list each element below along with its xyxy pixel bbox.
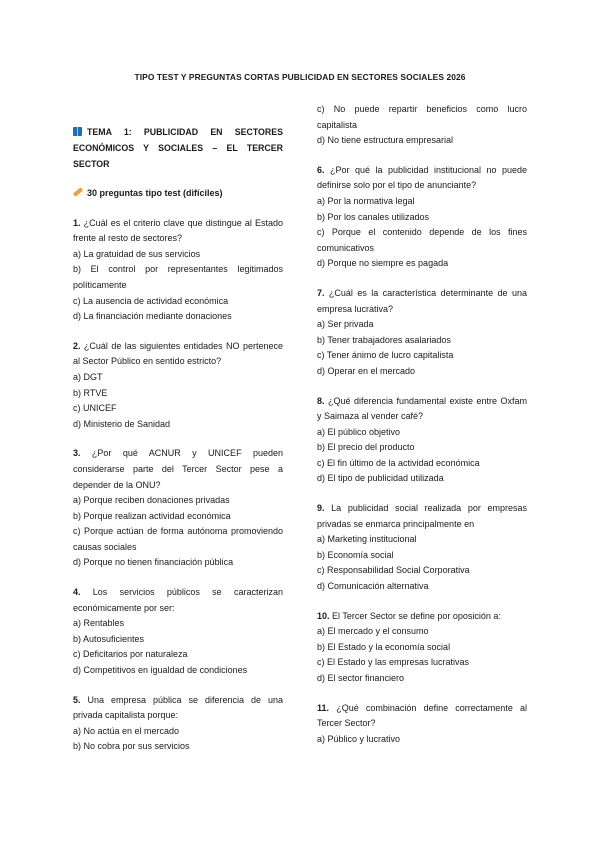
subheading-text: 30 preguntas tipo test (difíciles) bbox=[87, 188, 223, 198]
answer-option: d) El tipo de publicidad utilizada bbox=[317, 473, 444, 484]
answer-option: c) La ausencia de actividad económica bbox=[73, 295, 229, 306]
answer-option: c) Tener ánimo de lucro capitalista bbox=[317, 350, 454, 361]
question-number: 10. bbox=[317, 610, 333, 621]
question-number: 8. bbox=[317, 395, 328, 406]
question-stem bbox=[73, 216, 283, 247]
answer-option: c) No puede repartir beneficios como lucro capitalista bbox=[317, 104, 527, 130]
question bbox=[73, 216, 283, 325]
answer-option: a) Rentables bbox=[73, 618, 125, 629]
answer-option: d) Ministerio de Sanidad bbox=[73, 418, 171, 429]
question bbox=[317, 609, 527, 687]
question-text: Los servicios públicos se caracterizan económicamente por ser: bbox=[73, 587, 283, 613]
question-stem bbox=[317, 394, 527, 425]
answer-option: d) El sector financiero bbox=[317, 673, 405, 683]
answer-option: a) Porque reciben donaciones privadas bbox=[73, 495, 230, 506]
question-text: El Tercer Sector se define por oposición a: bbox=[332, 610, 501, 621]
question-text: ¿Por qué ACNUR y UNICEF pueden considerarse parte del Tercer Sector pese a depender de la ONU? bbox=[73, 448, 283, 490]
answer-option: a) Marketing institucional bbox=[317, 534, 417, 545]
question-stem bbox=[317, 501, 527, 532]
answer-option: d) La financiación mediante donaciones bbox=[73, 311, 232, 322]
question-text: ¿Cuál de las siguientes entidades NO pertenece al Sector Público en sentido estricto? bbox=[73, 340, 283, 367]
answer-option: a) DGT bbox=[73, 371, 103, 382]
question bbox=[317, 394, 527, 488]
question-text: ¿Cuál es la característica determinante de una empresa lucrativa? bbox=[317, 287, 527, 314]
question-stem bbox=[317, 609, 527, 625]
question-stem bbox=[73, 693, 283, 724]
answer-option: b) No cobra por sus servicios bbox=[73, 741, 190, 752]
answer-option: d) No tiene estructura empresarial bbox=[317, 135, 454, 146]
answer-option: b) Autosuficientes bbox=[73, 633, 145, 644]
question-stem bbox=[317, 701, 527, 732]
answer-option: a) El público objetivo bbox=[317, 426, 401, 437]
question-stem bbox=[317, 286, 527, 317]
section-title: TEMA 1: PUBLICIDAD EN SECTORES ECONÓMICOS Y SOCIALES – EL TERCER SECTOR bbox=[73, 127, 283, 169]
answer-option: b) El Estado y la economía social bbox=[317, 641, 451, 652]
answer-option: a) No actúa en el mercado bbox=[73, 725, 180, 736]
left-column bbox=[73, 102, 283, 755]
question bbox=[317, 501, 527, 595]
answer-option: b) RTVE bbox=[73, 387, 108, 398]
answer-option: c) El fin último de la actividad económica bbox=[317, 457, 480, 468]
answer-option: b) Porque realizan actividad económica bbox=[73, 510, 231, 521]
answer-option: c) UNICEF bbox=[73, 403, 117, 414]
document-title: TIPO TEST Y PREGUNTAS CORTAS PUBLICIDAD EN SECTORES SOCIALES 2026 bbox=[134, 72, 466, 82]
answer-option: b) El precio del producto bbox=[317, 442, 415, 453]
answer-option: c) Porque el contenido depende de los fines comunicativos bbox=[317, 227, 527, 253]
pencil-icon bbox=[73, 187, 83, 196]
right-column bbox=[317, 102, 527, 747]
question-text: ¿Qué diferencia fundamental existe entre Oxfam y Saimaza al vender café? bbox=[317, 395, 527, 422]
right-question-list bbox=[317, 163, 527, 748]
answer-option: a) La gratuidad de sus servicios bbox=[73, 248, 201, 259]
question-number: 5. bbox=[73, 694, 88, 705]
question-stem bbox=[73, 446, 283, 493]
answer-option: d) Operar en el mercado bbox=[317, 365, 416, 376]
question-number: 6. bbox=[317, 164, 330, 175]
answer-option: d) Comunicación alternativa bbox=[317, 581, 429, 592]
question bbox=[317, 286, 527, 380]
answer-option: a) Ser privada bbox=[317, 319, 374, 330]
question bbox=[73, 446, 283, 571]
question-number: 1. bbox=[73, 217, 84, 228]
carryover-options bbox=[317, 102, 527, 149]
answer-option: b) Por los canales utilizados bbox=[317, 211, 430, 222]
question-number: 11. bbox=[317, 702, 337, 713]
answer-option: d) Competitivos en igualdad de condiciones bbox=[73, 665, 248, 676]
answer-option: b) Economía social bbox=[317, 549, 394, 560]
question-text: ¿Por qué la publicidad institucional no puede definirse solo por el tipo de anunciante? bbox=[317, 164, 528, 191]
question-text: Una empresa pública se diferencia de una privada capitalista porque: bbox=[73, 694, 283, 721]
answer-option: b) El control por representantes legitimados políticamente bbox=[73, 264, 283, 290]
question-number: 4. bbox=[73, 587, 93, 598]
question-stem bbox=[73, 585, 283, 616]
answer-option: a) Por la normativa legal bbox=[317, 195, 415, 206]
question bbox=[73, 693, 283, 755]
question-number: 7. bbox=[317, 287, 329, 298]
question bbox=[73, 585, 283, 679]
answer-option: c) Porque actúan de forma autónoma promoviendo causas sociales bbox=[73, 526, 283, 552]
question-number: 3. bbox=[73, 448, 92, 459]
left-question-list bbox=[73, 216, 283, 755]
question bbox=[317, 701, 527, 748]
question-text: ¿Cuál es el criterio clave que distingue al Estado frente al resto de sectores? bbox=[73, 217, 283, 244]
answer-option: c) Deficitarios por naturaleza bbox=[73, 649, 188, 660]
section-heading bbox=[73, 124, 283, 172]
question-stem bbox=[73, 339, 283, 370]
question-number: 9. bbox=[317, 503, 332, 514]
question bbox=[317, 163, 527, 272]
question bbox=[73, 339, 283, 433]
answer-option: b) Tener trabajadores asalariados bbox=[317, 334, 451, 345]
book-icon bbox=[73, 127, 82, 136]
answer-option: d) Porque no tienen financiación pública bbox=[73, 557, 234, 568]
answer-option: d) Porque no siempre es pagada bbox=[317, 258, 449, 269]
answer-option: c) Responsabilidad Social Corporativa bbox=[317, 565, 470, 576]
question-text: ¿Qué combinación define correctamente al Tercer Sector? bbox=[317, 702, 528, 729]
subheading bbox=[73, 186, 283, 202]
question-number: 2. bbox=[73, 340, 84, 351]
answer-option: c) El Estado y las empresas lucrativas bbox=[317, 657, 470, 668]
answer-option: a) El mercado y el consumo bbox=[317, 626, 429, 637]
question-stem bbox=[317, 163, 527, 194]
answer-option: a) Público y lucrativo bbox=[317, 733, 401, 744]
question-text: La publicidad social realizada por empresas privadas se enmarca principalmente en bbox=[317, 503, 527, 529]
